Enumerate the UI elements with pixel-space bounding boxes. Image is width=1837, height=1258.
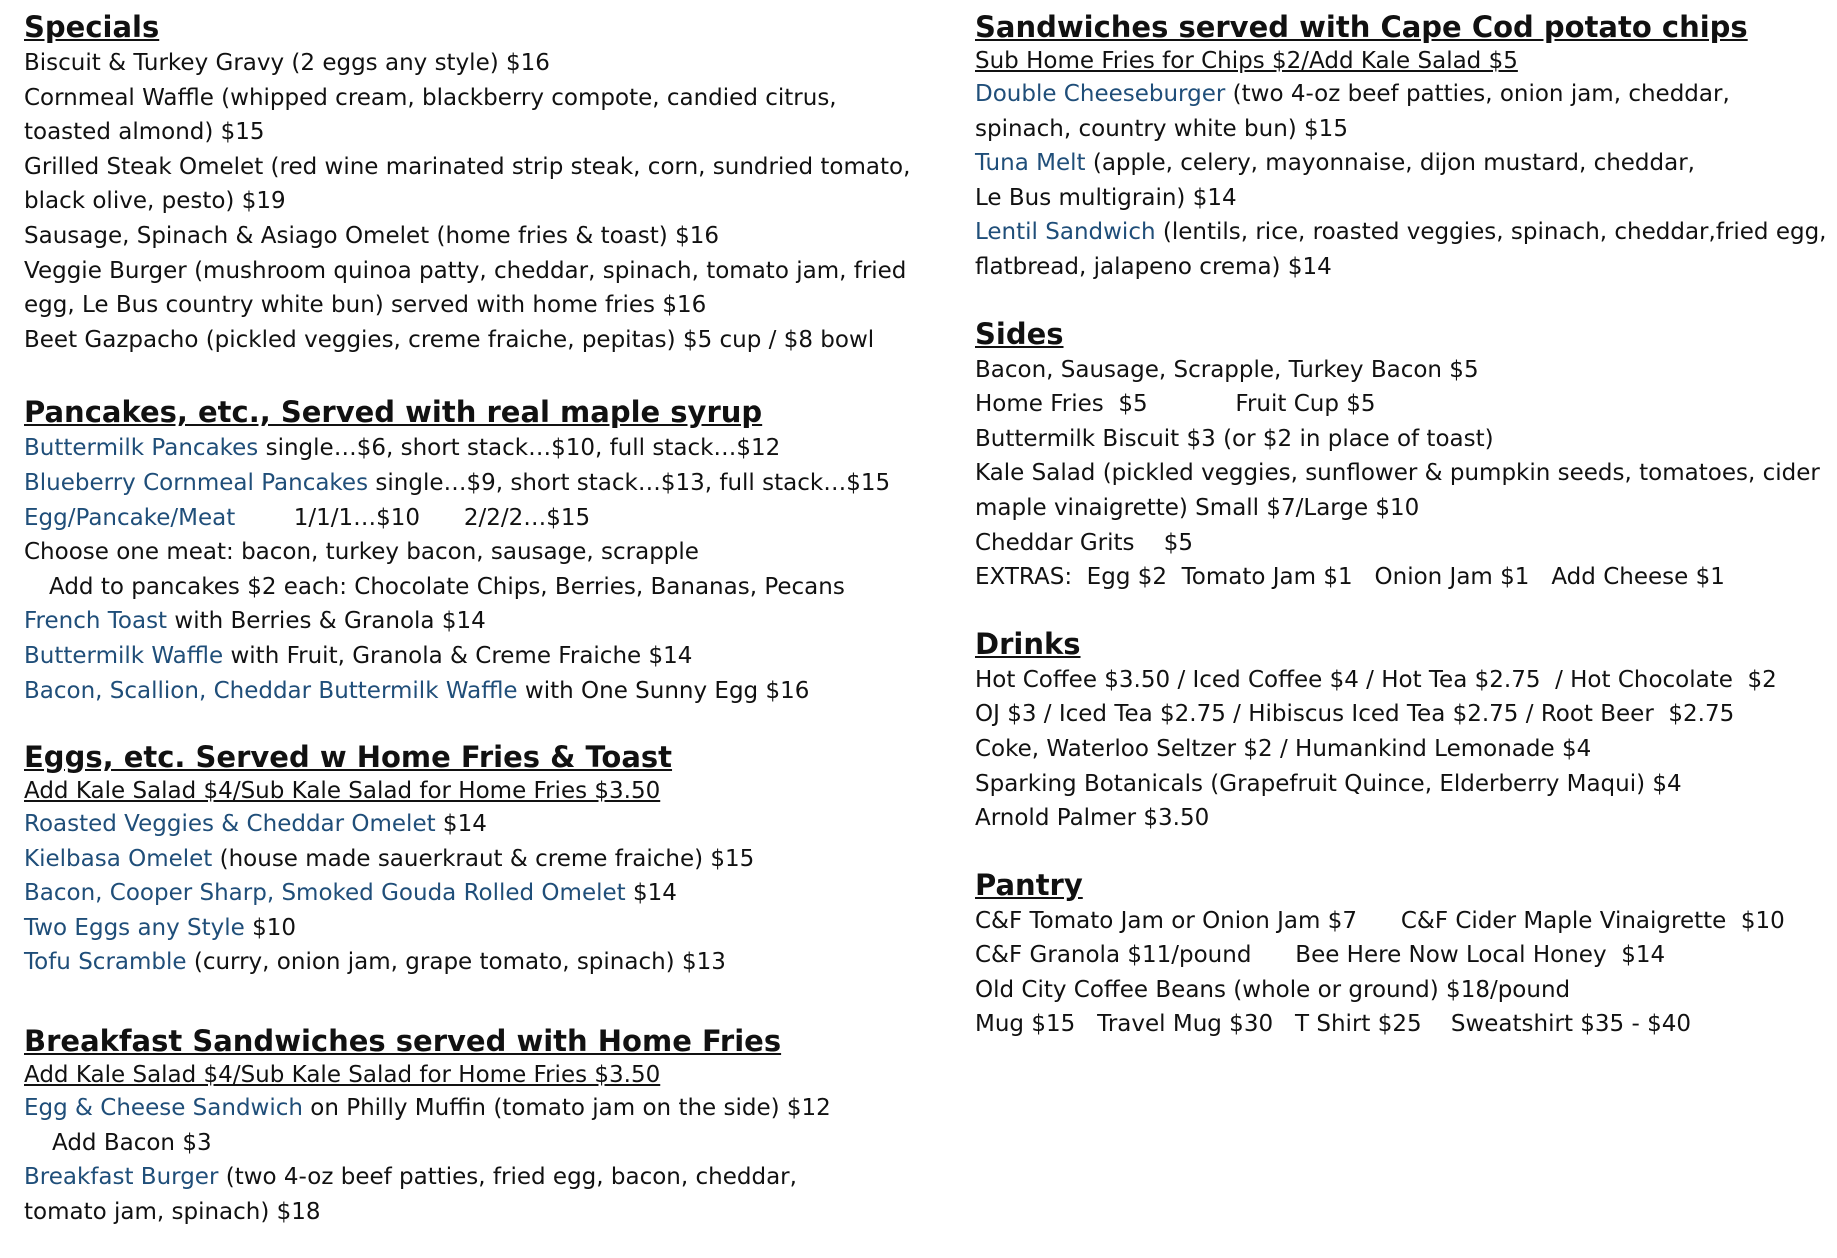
specials-heading: Specials [24, 10, 160, 44]
item-detail: (two 4-oz beef patties, fried egg, bacon, cheddar, [218, 1164, 797, 1191]
item-detail: 1/1/1…$10 2/2/2…$15 [235, 504, 591, 531]
item-name: Bacon, Scallion, Cheddar Buttermilk Waffle [24, 677, 518, 704]
specials-line: black olive, pesto) $19 [24, 188, 286, 215]
eggs-heading: Eggs, etc. Served w Home Fries & Toast [24, 740, 673, 775]
specials-line: toasted almond) $15 [24, 119, 265, 146]
menu-item-breakfast-burger [24, 1160, 959, 1195]
sides-heading: Sides [975, 316, 1064, 351]
item-name: Kielbasa Omelet [24, 845, 213, 872]
menu-left-column [24, 8, 959, 1229]
pantry-heading: Pantry [975, 867, 1083, 902]
menu-item-buttermilk-pancakes [24, 431, 959, 466]
menu-item-buttermilk-waffle [24, 639, 959, 674]
sides-line: Bacon, Sausage, Scrapple, Turkey Bacon $5 [975, 356, 1479, 383]
sides-line: Home Fries $5 Fruit Cup $5 [975, 391, 1376, 418]
menu-item-egg-cheese-sandwich [24, 1091, 959, 1126]
menu-item-double-cheeseburger [975, 77, 1835, 112]
sides-line: Buttermilk Biscuit $3 (or $2 in place of toast) [975, 425, 1494, 452]
item-detail: single…$9, short stack…$13, full stack…$15 [368, 469, 891, 496]
menu-item-lentil-sandwich [975, 215, 1835, 250]
menu-item-kielbasa-omelet [24, 842, 959, 877]
item-name: Breakfast Burger [24, 1164, 219, 1191]
item-detail: on Philly Muffin (tomato jam on the side) $12 [302, 1095, 831, 1122]
sandwiches-subtitle: Sub Home Fries for Chips $2/Add Kale Salad $5 [975, 48, 1518, 74]
menu-item-french-toast [24, 604, 959, 639]
item-name: Roasted Veggies & Cheddar Omelet [24, 811, 436, 838]
drinks-heading: Drinks [975, 626, 1081, 661]
item-name: Bacon, Cooper Sharp, Smoked Gouda Rolled Omelet [24, 880, 626, 907]
sides-extras-line: EXTRAS: Egg $2 Tomato Jam $1 Onion Jam $1 Add Cheese $1 [975, 564, 1725, 591]
item-detail: $14 [625, 880, 677, 907]
item-name: Blueberry Cornmeal Pancakes [24, 469, 369, 496]
menu-right-column [975, 8, 1835, 1042]
drinks-line: Sparking Botanicals (Grapefruit Quince, Elderberry Maqui) $4 [975, 770, 1682, 797]
item-detail: $14 [435, 811, 487, 838]
breakfast-sandwiches-heading: Breakfast Sandwiches served with Home Fries [24, 1024, 782, 1059]
item-name: Buttermilk Waffle [24, 642, 224, 669]
item-name: Buttermilk Pancakes [24, 435, 259, 462]
item-detail: (apple, celery, mayonnaise, dijon mustard, cheddar, [1085, 150, 1695, 177]
sides-line: Kale Salad (pickled veggies, sunflower & pumpkin seeds, tomatoes, cider [975, 460, 1820, 487]
item-name: Double Cheeseburger [975, 81, 1226, 107]
specials-line: Grilled Steak Omelet (red wine marinated strip steak, corn, sundried tomato, [24, 153, 911, 180]
pantry-line: Old City Coffee Beans (whole or ground) $18/pound [975, 976, 1571, 1003]
item-name: Egg & Cheese Sandwich [24, 1095, 303, 1122]
drinks-line: Arnold Palmer $3.50 [975, 805, 1210, 832]
item-detail: (house made sauerkraut & creme fraiche) $15 [212, 845, 755, 872]
item-name: Egg/Pancake/Meat [24, 504, 236, 531]
item-name: Tofu Scramble [24, 949, 187, 976]
item-detail: with Berries & Granola $14 [167, 608, 486, 635]
specials-line: Beet Gazpacho (pickled veggies, creme fraiche, pepitas) $5 cup / $8 bowl [24, 326, 875, 353]
item-detail: (two 4-oz beef patties, onion jam, cheddar, [1225, 81, 1730, 107]
sandwiches-heading: Sandwiches served with Cape Cod potato chips [975, 10, 1748, 44]
menu-item-bacon-scallion-waffle [24, 674, 959, 709]
choose-meat-note: Choose one meat: bacon, turkey bacon, sausage, scrapple [24, 539, 699, 566]
menu-item-tuna-melt [975, 146, 1835, 181]
drinks-line: Hot Coffee $3.50 / Iced Coffee $4 / Hot Tea $2.75 / Hot Chocolate $2 [975, 666, 1777, 693]
add-bacon-note: Add Bacon $3 [52, 1129, 212, 1156]
breakfast-sandwiches-subtitle: Add Kale Salad $4/Sub Kale Salad for Home Fries $3.50 [24, 1062, 661, 1089]
specials-line: egg, Le Bus country white bun) served with home fries $16 [24, 292, 707, 319]
menu-item-roasted-veggies-omelet [24, 807, 959, 842]
specials-line: Biscuit & Turkey Gravy (2 eggs any style) $16 [24, 50, 550, 76]
item-name: Lentil Sandwich [975, 219, 1156, 246]
item-detail-continued: flatbread, jalapeno crema) $14 [975, 253, 1332, 280]
add-to-pancakes-note: Add to pancakes $2 each: Chocolate Chips, Berries, Bananas, Pecans [49, 573, 845, 600]
item-detail-continued: tomato jam, spinach) $18 [24, 1198, 321, 1225]
drinks-line: OJ $3 / Iced Tea $2.75 / Hibiscus Iced Tea $2.75 / Root Beer $2.75 [975, 701, 1735, 728]
item-detail-continued: spinach, country white bun) $15 [975, 115, 1348, 142]
pantry-line: C&F Granola $11/pound Bee Here Now Local Honey $14 [975, 942, 1666, 969]
pantry-line: C&F Tomato Jam or Onion Jam $7 C&F Cider Maple Vinaigrette $10 [975, 907, 1785, 934]
item-detail: with Fruit, Granola & Creme Fraiche $14 [223, 642, 693, 669]
item-name: French Toast [24, 608, 168, 635]
specials-line: Sausage, Spinach & Asiago Omelet (home fries & toast) $16 [24, 222, 719, 249]
item-name: Tuna Melt [975, 150, 1086, 177]
drinks-line: Coke, Waterloo Seltzer $2 / Humankind Lemonade $4 [975, 735, 1592, 762]
specials-line: Cornmeal Waffle (whipped cream, blackberry compote, candied citrus, [24, 84, 837, 111]
menu-item-egg-pancake-meat [24, 501, 959, 536]
pancakes-heading: Pancakes, etc., Served with real maple syrup [24, 395, 763, 430]
menu-item-two-eggs [24, 911, 959, 946]
eggs-subtitle: Add Kale Salad $4/Sub Kale Salad for Home Fries $3.50 [24, 778, 661, 805]
sides-line: Cheddar Grits $5 [975, 529, 1194, 556]
menu-item-blueberry-pancakes [24, 466, 959, 501]
item-detail: $10 [244, 914, 297, 941]
item-detail: with One Sunny Egg $16 [517, 677, 810, 704]
specials-line: Veggie Burger (mushroom quinoa patty, cheddar, spinach, tomato jam, fried [24, 257, 907, 284]
sides-line: maple vinaigrette) Small $7/Large $10 [975, 494, 1420, 521]
menu-item-tofu-scramble [24, 945, 959, 980]
item-detail-continued: Le Bus multigrain) $14 [975, 184, 1237, 211]
item-detail: (lentils, rice, roasted veggies, spinach, cheddar,fried egg, [1155, 219, 1827, 246]
pantry-line: Mug $15 Travel Mug $30 T Shirt $25 Sweatshirt $35 - $40 [975, 1011, 1691, 1038]
item-detail: single…$6, short stack…$10, full stack…$12 [258, 435, 781, 462]
menu-item-rolled-omelet [24, 876, 959, 911]
item-name: Two Eggs any Style [24, 914, 245, 941]
item-detail: (curry, onion jam, grape tomato, spinach) $13 [186, 949, 726, 976]
